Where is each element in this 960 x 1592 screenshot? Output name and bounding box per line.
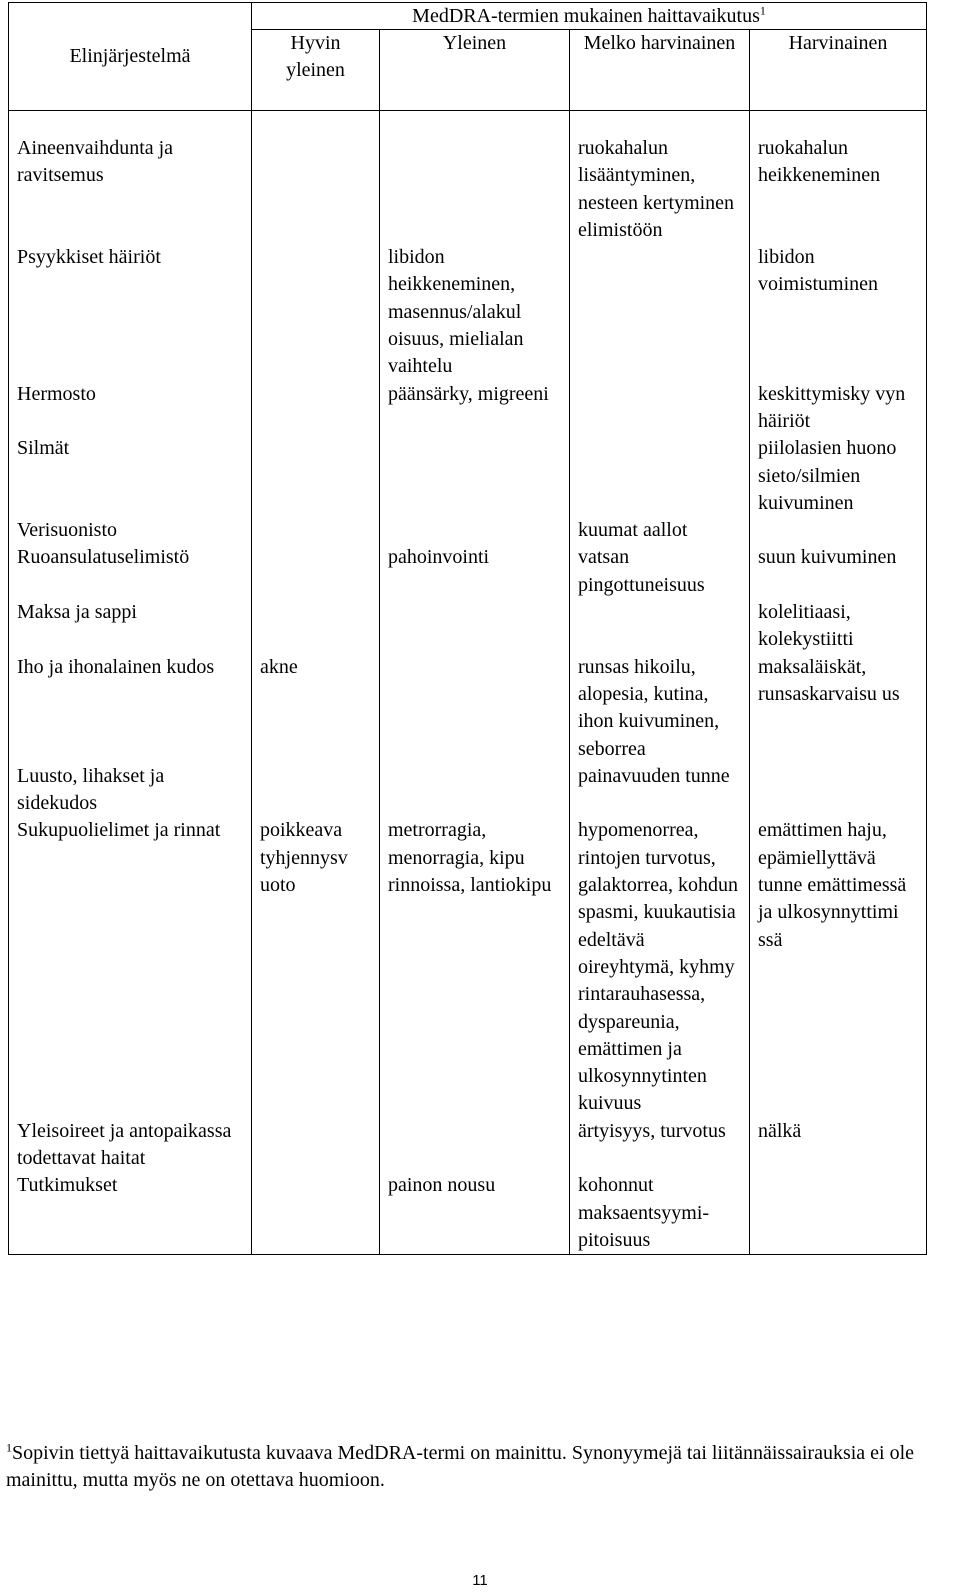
adverse-reactions-table [8,2,927,1255]
very-common-cell [252,381,380,436]
common-cell: libidon heikkeneminen, masennus/alakul oisuus, mielialan vaihtelu [380,244,570,380]
table-row [9,599,927,654]
uncommon-cell: hypomenorrea, rintojen turvotus, galaktorrea, kohdun spasmi, kuukautisia edeltävä oireyhtymä, kyhmy rintarauhasessa, dyspareunia, emättimen ja ulkosynnytinten kuivuus [570,817,750,1117]
common-cell [380,763,570,818]
header-freq-very-common: Hyvin yleinen [252,30,380,111]
common-cell [380,135,570,244]
uncommon-cell: painavuuden tunne [570,763,750,818]
organ-cell: Luusto, lihakset ja sidekudos [9,763,252,818]
very-common-cell [252,544,380,599]
common-cell [380,517,570,544]
common-cell [380,1118,570,1173]
table-row [9,654,927,763]
uncommon-cell [570,435,750,517]
common-cell: metrorragia, menorragia, kipu rinnoissa, lantiokipu [380,817,570,1117]
rare-cell: suun kuivuminen [750,544,927,599]
gap-cell [570,111,750,136]
uncommon-cell: runsas hikoilu, alopesia, kutina, ihon kuivuminen, seborrea [570,654,750,763]
common-cell: painon nousu [380,1172,570,1254]
meddra-title-text: MedDRA-termien mukainen haittavaikutus [412,5,760,27]
header-organ-system [9,3,252,111]
table-row [9,544,927,599]
organ-cell: Maksa ja sappi [9,599,252,654]
rare-cell: nälkä [750,1118,927,1173]
header-freq-rare: Harvinainen [750,30,927,111]
rare-cell [750,1172,927,1254]
gap-cell [380,111,570,136]
organ-cell: Silmät [9,435,252,517]
common-cell: päänsärky, migreeni [380,381,570,436]
table-row [9,1172,927,1254]
organ-cell: Sukupuolielimet ja rinnat [9,817,252,1117]
footnote-text: Sopivin tiettyä haittavaikutusta kuvaava MedDRA-termi on mainittu. Synonyymejä tai liitännäissairauksia ei ole mainittu, mutta myös ne on otettava huomioon. [6,1442,915,1491]
very-common-cell: poikkeava tyhjennysv uoto [252,817,380,1117]
footnote-marker: 1 [6,1440,12,1455]
table-row [9,763,927,818]
table-row [9,435,927,517]
gap-cell [252,111,380,136]
meddra-title-sup: 1 [759,3,766,18]
rare-cell [750,763,927,818]
very-common-cell [252,1172,380,1254]
rare-cell: piilolasien huono sieto/silmien kuivuminen [750,435,927,517]
table-row [9,817,927,1117]
table-row [9,1118,927,1173]
very-common-cell [252,435,380,517]
table-row [9,381,927,436]
table-row [9,135,927,244]
common-cell [380,654,570,763]
rare-cell [750,517,927,544]
footnote [6,1440,956,1494]
organ-cell: Hermosto [9,381,252,436]
header-organ-system-label: Elinjärjestelmä [69,44,191,67]
organ-cell: Verisuonisto [9,517,252,544]
rare-cell: kolelitiaasi, kolekystiitti [750,599,927,654]
uncommon-cell: kuumat aallot [570,517,750,544]
header-meddra-title [252,3,927,30]
organ-cell: Psyykkiset häiriöt [9,244,252,380]
header-freq-common: Yleinen [380,30,570,111]
rare-cell: libidon voimistuminen [750,244,927,380]
very-common-cell [252,1118,380,1173]
very-common-cell: akne [252,654,380,763]
organ-cell: Aineenvaihdunta ja ravitsemus [9,135,252,244]
very-common-cell [252,599,380,654]
very-common-cell [252,763,380,818]
common-cell [380,435,570,517]
header-row-1 [9,3,927,30]
uncommon-cell [570,381,750,436]
very-common-cell [252,244,380,380]
common-cell: pahoinvointi [380,544,570,599]
rare-cell: keskittymisky vyn häiriöt [750,381,927,436]
rare-cell: emättimen haju, epämiellyttävä tunne emättimessä ja ulkosynnyttimi ssä [750,817,927,1117]
organ-cell: Ruoansulatuselimistö [9,544,252,599]
organ-cell: Tutkimukset [9,1172,252,1254]
table-row [9,244,927,380]
uncommon-cell [570,244,750,380]
uncommon-cell: ärtyisyys, turvotus [570,1118,750,1173]
header-freq-uncommon: Melko harvinainen [570,30,750,111]
gap-cell [9,111,252,136]
uncommon-cell: vatsan pingottuneisuus [570,544,750,599]
page-number: 11 [472,1572,488,1589]
very-common-cell [252,135,380,244]
organ-cell: Yleisoireet ja antopaikassa todettavat haitat [9,1118,252,1173]
header-gap-row [9,111,927,136]
uncommon-cell [570,599,750,654]
common-cell [380,599,570,654]
rare-cell: maksaläiskät, runsaskarvaisu us [750,654,927,763]
gap-cell [750,111,927,136]
organ-cell: Iho ja ihonalainen kudos [9,654,252,763]
very-common-cell [252,517,380,544]
table-row [9,517,927,544]
uncommon-cell: kohonnut maksaentsyymi- pitoisuus [570,1172,750,1254]
rare-cell: ruokahalun heikkeneminen [750,135,927,244]
uncommon-cell: ruokahalun lisääntyminen, nesteen kertyminen elimistöön [570,135,750,244]
